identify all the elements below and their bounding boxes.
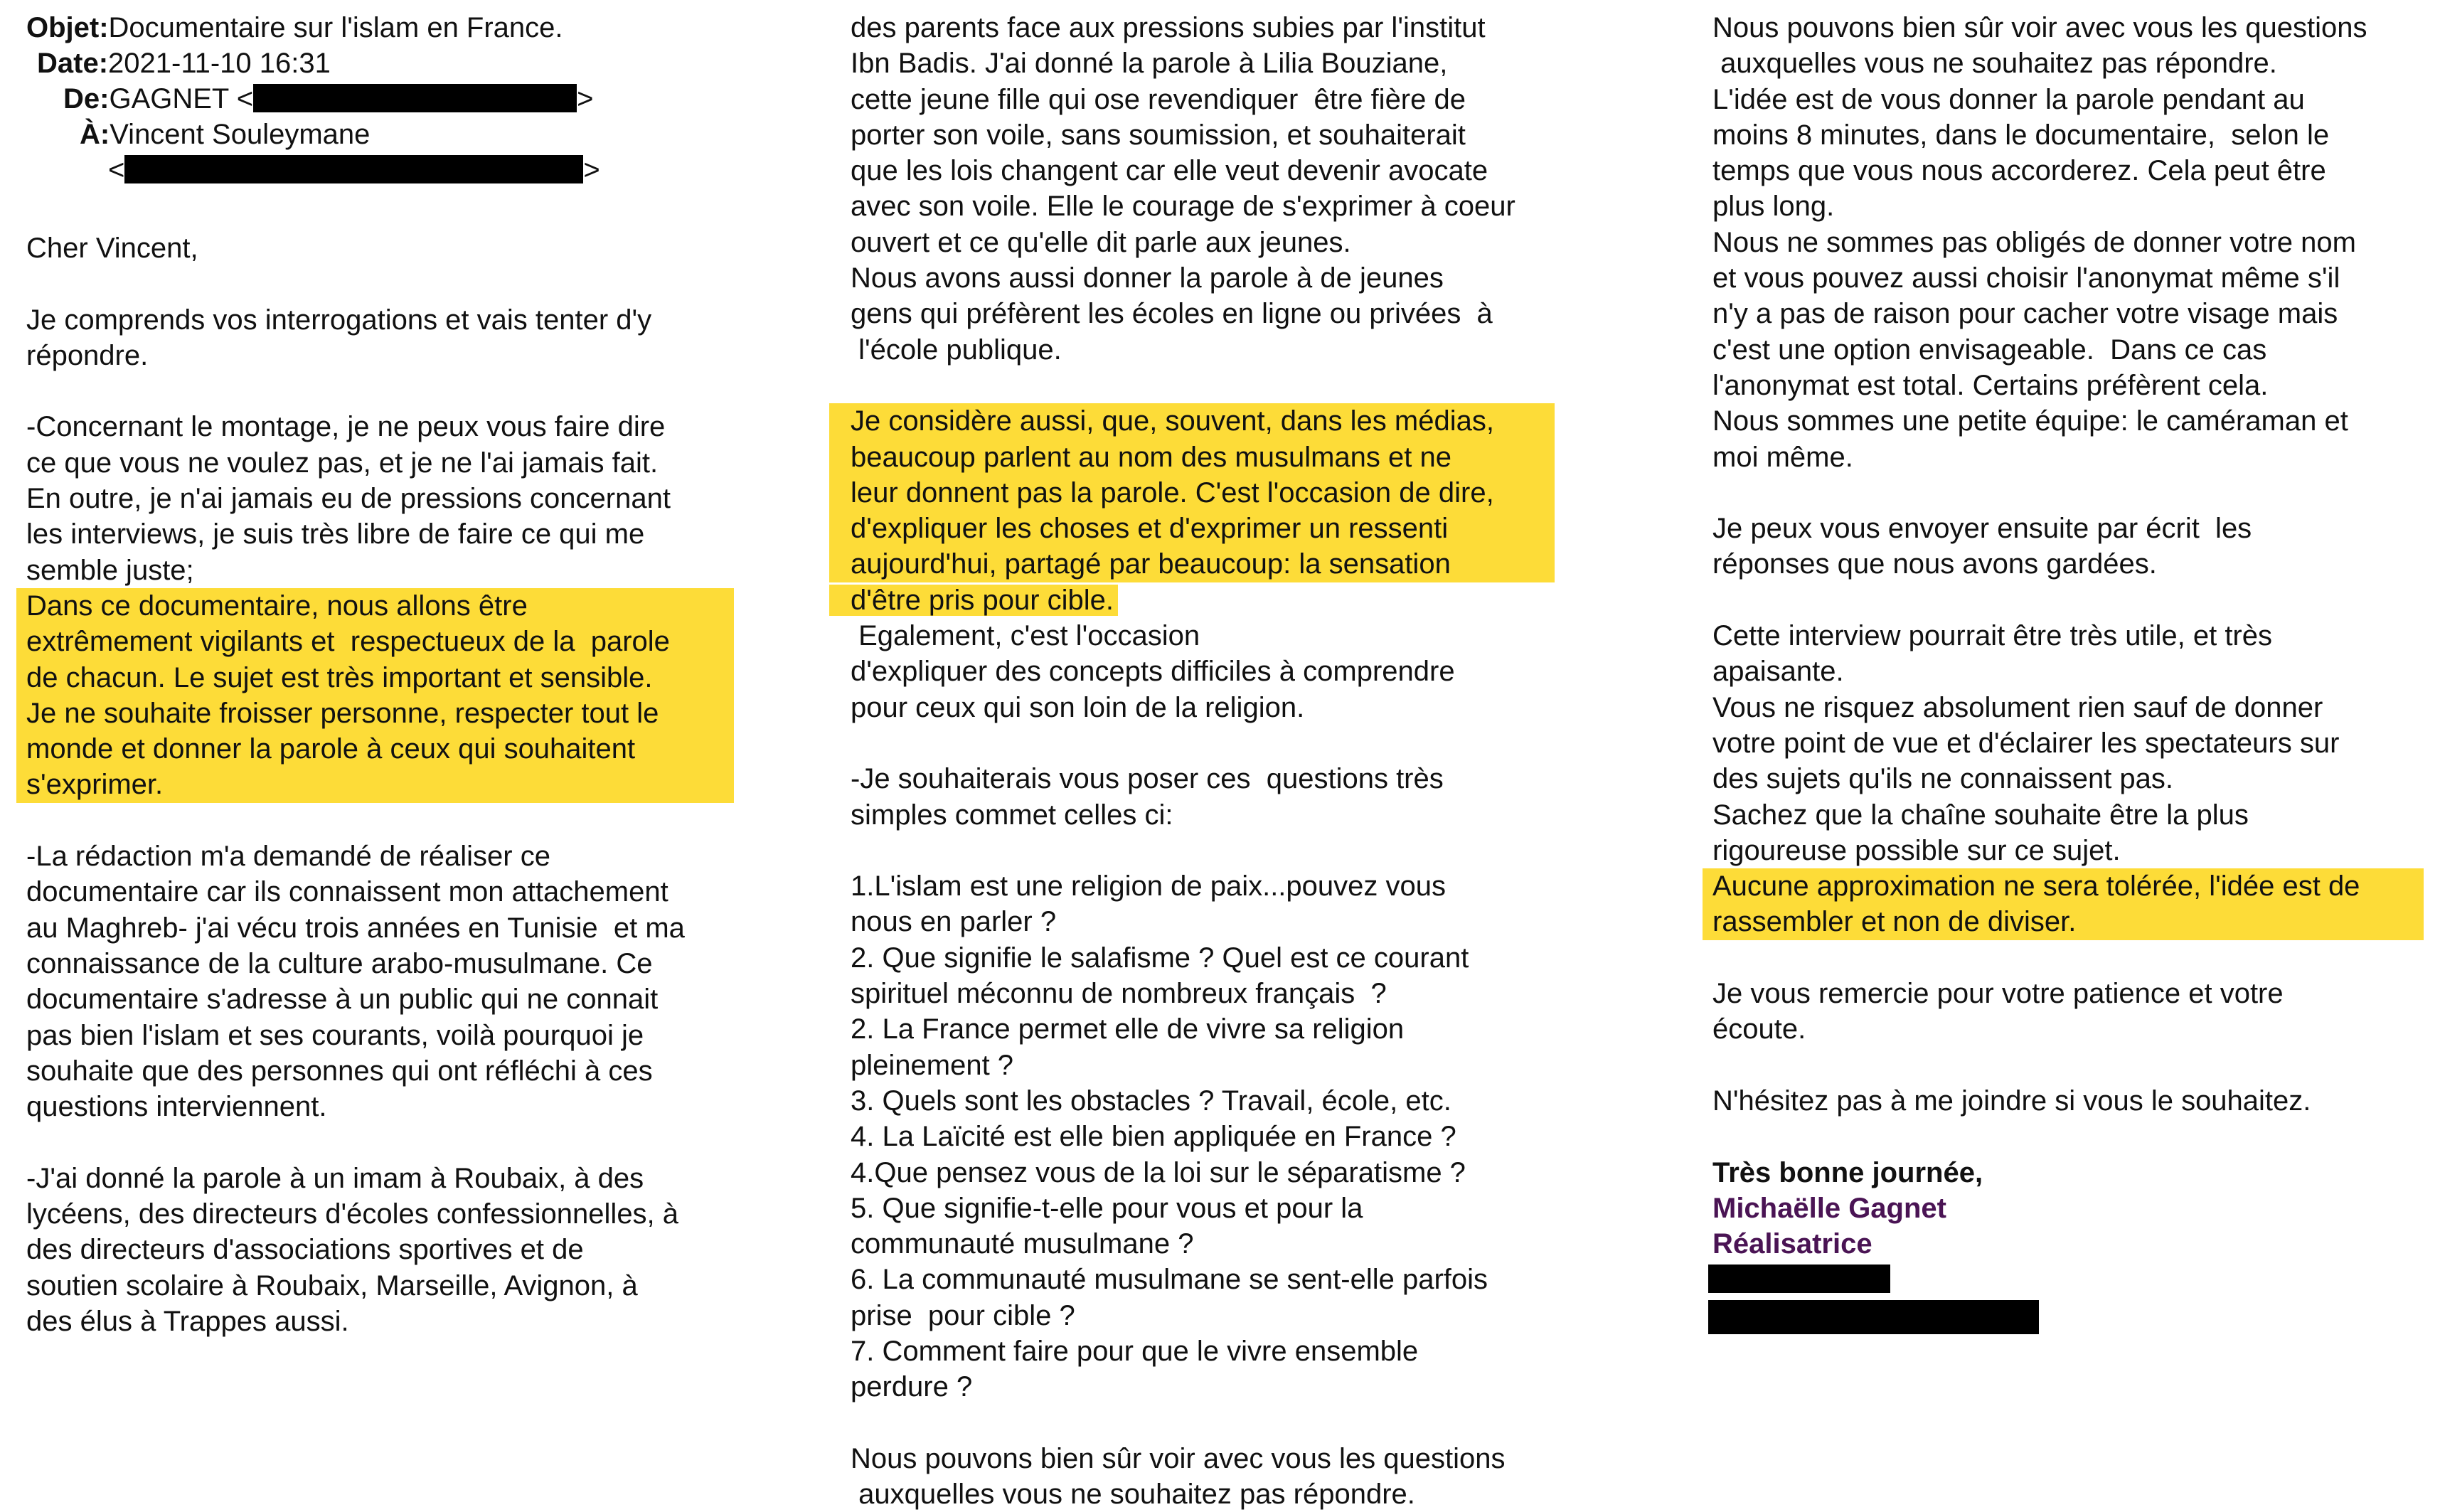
signature-name: Michaëlle Gagnet xyxy=(1712,1192,1946,1224)
paragraph-anonymity: Nous pouvons bien sûr voir avec vous les questions auxquelles vous ne souhaitez pas répondre. L'idée est de vous donner la parole pendant au moins 8 minutes, dans le documentaire, selon le temps que vous nous accorderez. Cela peut être plus long. Nous ne sommes pas obligés de donner votre nom et vous pouvez aussi choisir l'anonymat même s'il n'y a pas de raison pour cacher votre visage mais c'est une option envisageable. Dans ce cas l'anonymat est total. Certains préfèrent cela. Nous sommes une petite équipe: le caméraman et moi même. xyxy=(1712,12,2367,473)
highlighted-passage: Aucune approximation ne sera tolérée, l'idée est de rassembler et non de diviser. xyxy=(1703,868,2424,940)
highlighted-passage: Dans ce documentaire, nous allons être extrêmement vigilants et respectueux de la parole de chacun. Le sujet est très important et sensible. Je ne souhaite froisser personne, respecter tout le monde et donner la parole à ceux qui souhaitent s'exprimer. xyxy=(16,588,734,803)
highlighted-passage: Je considère aussi, que, souvent, dans les médias, beaucoup parlent au nom des musulmans et ne leur donnent pas la parole. C'est l'occasion de dire, d'expliquer les choses et d'exprimer un ressenti aujourd'hui, partagé par beaucoup: la sensation d'être pris pour cible. Egalement, c'est l'occasion d'expliquer des concepts difficiles à comprendre pour ceux qui son loin de la religion. xyxy=(851,403,1558,725)
to-value: Vincent Souleymane xyxy=(110,119,371,150)
subject-value: Documentaire sur l'islam en France. xyxy=(108,12,563,43)
greeting: Cher Vincent, xyxy=(26,233,198,264)
paragraph-3: -La rédaction m'a demandé de réaliser ce documentaire car ils connaissent mon attachement au Maghreb- j'ai vécu trois années en Tunisie et ma connaissance de la culture arabo-musulmane. Ce documentaire s'adresse à un public qui ne connait pas bien l'islam et ses courants, voilà pourquoi je souhaite que des personnes qui ont réfléchi à ces questions interviennent. xyxy=(26,841,685,1123)
from-value: GAGNET < xyxy=(109,83,254,115)
email-header xyxy=(26,10,734,230)
from-line xyxy=(63,81,593,117)
to-close: > xyxy=(583,154,600,186)
subject-label: Objet: xyxy=(26,12,109,43)
redacted-email xyxy=(1708,1300,2039,1334)
paragraph-4: -J'ai donné la parole à un imam à Roubaix, à des lycéens, des directeurs d'écoles confessionnelles, à des directeurs d'associations sportives et de soutien scolaire à Roubaix, Marseille, Avignon, à des élus à Trappes aussi. xyxy=(26,1162,679,1337)
from-close: > xyxy=(577,83,594,115)
closing-line: Très bonne journée, xyxy=(1712,1156,1983,1188)
signature-block xyxy=(1712,1155,2417,1262)
paragraph-questions-note: Nous pouvons bien sûr voir avec vous les questions auxquelles vous ne souhaitez pas répondre. xyxy=(851,1442,1506,1511)
column-3 xyxy=(1712,10,2417,1341)
redacted-contact xyxy=(1708,1265,2417,1334)
paragraph-interview: Cette interview pourrait être très utile, et très apaisante. Vous ne risquez absolument rien sauf de donner votre point de vue et d'éclairer les spectateurs sur des sujets qu'ils ne connaissent pas. Sachez que la chaîne souhaite être la plus rigoureuse possible sur ce sujet. xyxy=(1712,620,2340,866)
paragraph-continued: des parents face aux pressions subies par l'institut Ibn Badis. J'ai donné la parole à Lilia Bouziane, cette jeune fille qui ose revendiquer être fière de porter son voile, sans soumission, et souhaiterait que les lois changent car elle veut devenir avocate avec son voile. Elle le courage de s'exprimer à coeur ouvert et ce qu'elle dit parle aux jeunes. Nous avons aussi donner la parole à de jeunes gens qui préfèrent les écoles en ligne ou privées à l'école publique. xyxy=(851,12,1515,366)
paragraph-answers: Je peux vous envoyer ensuite par écrit les réponses que nous avons gardées. xyxy=(1712,513,2252,580)
date-line xyxy=(37,46,331,81)
paragraph-1: Je comprends vos interrogations et vais tenter d'y répondre. xyxy=(26,304,652,371)
questions-intro: -Je souhaiterais vous poser ces questions très simples commet celles ci: xyxy=(851,763,1444,831)
redacted-phone xyxy=(1708,1265,1890,1293)
to-label: À: xyxy=(80,119,110,150)
column-2 xyxy=(851,10,1558,1512)
date-value: 2021-11-10 16:31 xyxy=(108,48,331,79)
to-line xyxy=(80,117,370,152)
signature-role: Réalisatrice xyxy=(1712,1228,1872,1260)
from-label: De: xyxy=(63,83,110,115)
redacted-email xyxy=(253,84,577,112)
highlighted-fragment: d'être pris pour cible. xyxy=(829,585,1118,616)
to-open: < xyxy=(108,154,125,186)
paragraph-2: -Concernant le montage, je ne peux vous faire dire ce que vous ne voulez pas, et je ne l'ai jamais fait. En outre, je n'ai jamais eu de pressions concernant les interviews, je suis très libre de faire ce qui me semble juste; xyxy=(26,411,671,586)
redacted-email xyxy=(124,155,583,183)
to-address-line xyxy=(108,152,600,188)
paragraph-thanks: Je vous remercie pour votre patience et votre écoute. xyxy=(1712,978,2284,1045)
date-label: Date: xyxy=(37,48,109,79)
column-1 xyxy=(26,10,734,1339)
questions-list: 1.L'islam est une religion de paix...pouvez vous nous en parler ? 2. Que signifie le salafisme ? Quel est ce courant spirituel méconnu de nombreux français ? 2. La France permet elle de vivre sa religion pleinement ? 3. Quels sont les obstacles ? Travail, école, etc. 4. La Laïcité est elle bien appliquée en France ? 4.Que pensez vous de la loi sur le séparatisme ? 5. Que signifie-t-elle pour vous et pour la communauté musulmane ? 6. La communauté musulmane se sent-elle parfois prise pour cible ? 7. Comment faire pour que le vivre ensemble perdure ? xyxy=(851,871,1488,1403)
paragraph-contact: N'hésitez pas à me joindre si vous le souhaitez. xyxy=(1712,1085,2311,1117)
subject-line xyxy=(26,10,563,46)
